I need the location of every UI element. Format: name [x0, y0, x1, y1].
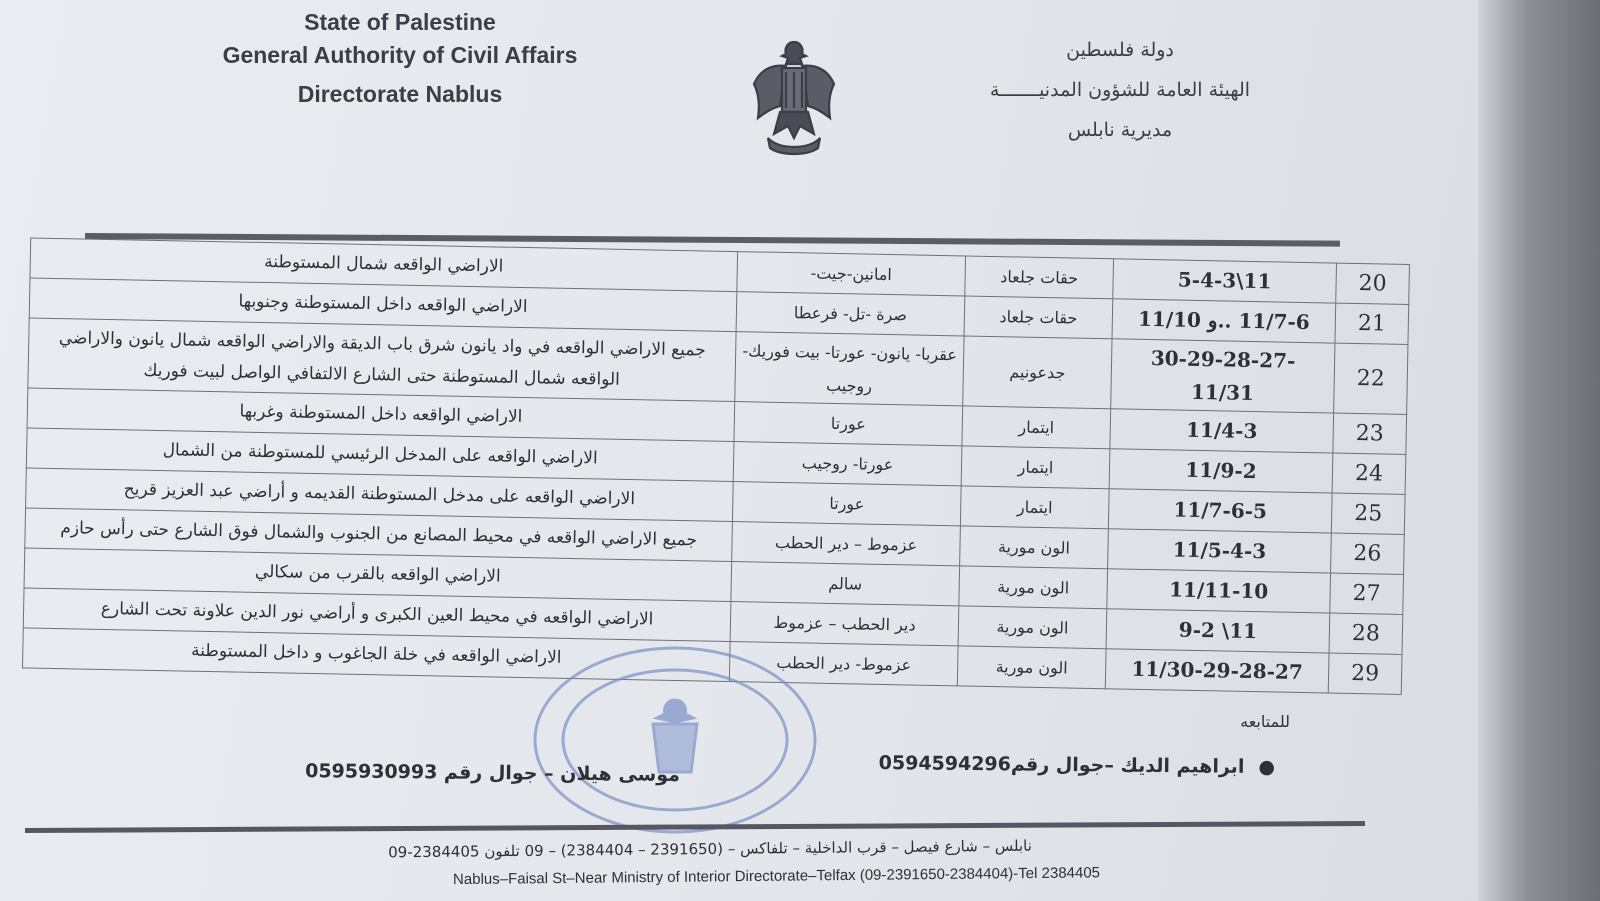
header-en-authority: General Authority of Civil Affairs: [222, 42, 578, 68]
row-dates: 11\ 9-2: [1106, 609, 1330, 653]
row-settlement: الون مورية: [959, 566, 1108, 609]
row-villages: سالم: [731, 562, 960, 606]
row-description: الاراضي الواقعه على مدخل المستوطنة القديمه و أراضي عبد العزيز قريح: [26, 468, 734, 522]
footer-arabic: نابلس – شارع فيصل – قرب الداخلية – تلفاكس – (2391650 – 2384404) – 09 تلفون 2384405-09: [388, 836, 1032, 862]
row-description: الاراضي الواقعه على المدخل الرئيسي للمستوطنة من الشمال: [26, 428, 734, 482]
row-settlement: الون مورية: [960, 526, 1109, 569]
row-description: الاراضي الواقعه في خلة الجاغوب و داخل المستوطنة: [22, 628, 730, 682]
row-number: 28: [1329, 613, 1403, 654]
schedule-table: [22, 238, 1410, 695]
contact-musa: موسى هيلان – جوال رقم 0595930993: [305, 760, 681, 786]
row-number: 27: [1330, 573, 1404, 614]
row-settlement: حقات جلعاد: [964, 296, 1113, 339]
row-villages: امانين-جيت-: [737, 252, 966, 296]
row-settlement: ايتمار: [960, 486, 1109, 529]
row-settlement: الون مورية: [957, 646, 1106, 689]
row-settlement: الون مورية: [958, 606, 1107, 649]
row-dates: 11/4-3: [1110, 409, 1334, 453]
header-ar-directorate: مديرية نابلس: [1067, 119, 1173, 141]
row-number: 20: [1336, 263, 1410, 304]
followup-label: للمتابعه: [1240, 712, 1290, 731]
row-description: الاراضي الواقعه في محيط العين الكبرى و أراضي نور الدين علاونة تحت الشارع: [23, 588, 731, 642]
row-description: الاراضي الواقعه شمال المستوطنة: [30, 238, 738, 292]
row-dates: 11/30-29-28-27: [1105, 649, 1329, 693]
eagle-emblem-icon: [748, 34, 840, 158]
row-description: جميع الاراضي الواقعه في محيط المصانع من الجنوب والشمال فوق الشارع حتى رأس حازم: [25, 508, 733, 562]
row-villages: عورتا- روجيب: [733, 442, 962, 486]
row-dates: 11/5-4-3: [1108, 529, 1332, 573]
row-dates: 11\5-4-3: [1113, 259, 1337, 303]
row-number: 23: [1333, 413, 1407, 454]
row-number: 29: [1328, 653, 1402, 694]
header-arabic: [940, 30, 1300, 150]
row-description: الاراضي الواقعه بالقرب من سكالي: [24, 548, 732, 602]
round-stamp-icon: [525, 640, 825, 840]
row-number: 24: [1332, 453, 1406, 494]
footer-english: Nablus–Faisal St–Near Ministry of Interior Directorate–Telfax (09-2391650-2384404)-Tel 2384405: [452, 864, 1101, 889]
row-villages: عزموط- دير الحطب: [729, 642, 958, 686]
row-villages: دير الحطب – عزموط: [730, 602, 959, 646]
header-ar-state: دولة فلسطين: [1066, 39, 1174, 61]
row-number: 26: [1331, 533, 1405, 574]
row-villages: عزموط – دير الحطب: [732, 522, 961, 566]
row-dates: 11/7-6-5: [1108, 489, 1332, 533]
header-en-state: State of Palestine: [304, 9, 496, 35]
row-dates: 11/7-6 ..و 11/10: [1112, 299, 1336, 343]
background-surface: [1478, 0, 1600, 901]
bullet-icon: ●: [1258, 756, 1276, 779]
row-villages: عورتا: [732, 482, 961, 526]
row-settlement: حقات جلعاد: [965, 256, 1114, 299]
row-villages: عقربا- يانون- عورتا- بيت فوريك- روجيب: [735, 332, 964, 406]
header-english: [180, 6, 620, 111]
row-settlement: جدعونيم: [963, 336, 1112, 409]
row-dates: 11/9-2: [1109, 449, 1333, 493]
header-ar-authority: الهيئة العامة للشؤون المدنيـــــــة: [989, 79, 1251, 101]
row-settlement: ايتمار: [962, 406, 1111, 449]
row-number: 22: [1334, 343, 1408, 414]
row-number: 25: [1331, 493, 1405, 534]
row-description: جميع الاراضي الواقعه في واد يانون شرق باب الديقة والاراضي الواقعه شمال يانون والاراضي الواقعه شمال المستوطنة حتى الشارع الالتفافي الواصل لبيت فوريك: [28, 318, 736, 402]
row-settlement: ايتمار: [961, 446, 1110, 489]
row-dates: 11/11-10: [1107, 569, 1331, 613]
row-number: 21: [1335, 303, 1409, 344]
row-villages: صرة -تل- فرعطا: [736, 292, 965, 336]
contact-ibrahim: [855, 752, 1275, 778]
row-villages: عورتا: [734, 402, 963, 446]
contact-ibrahim-text: ابراهيم الديك –جوال رقم0594594296: [878, 752, 1245, 778]
row-description: الاراضي الواقعه داخل المستوطنة وغربها: [27, 388, 735, 442]
row-description: الاراضي الواقعه داخل المستوطنة وجنوبها: [29, 278, 737, 332]
row-dates: -30-29-28-27 11/31: [1111, 339, 1335, 413]
header-en-directorate: Directorate Nablus: [297, 81, 503, 107]
